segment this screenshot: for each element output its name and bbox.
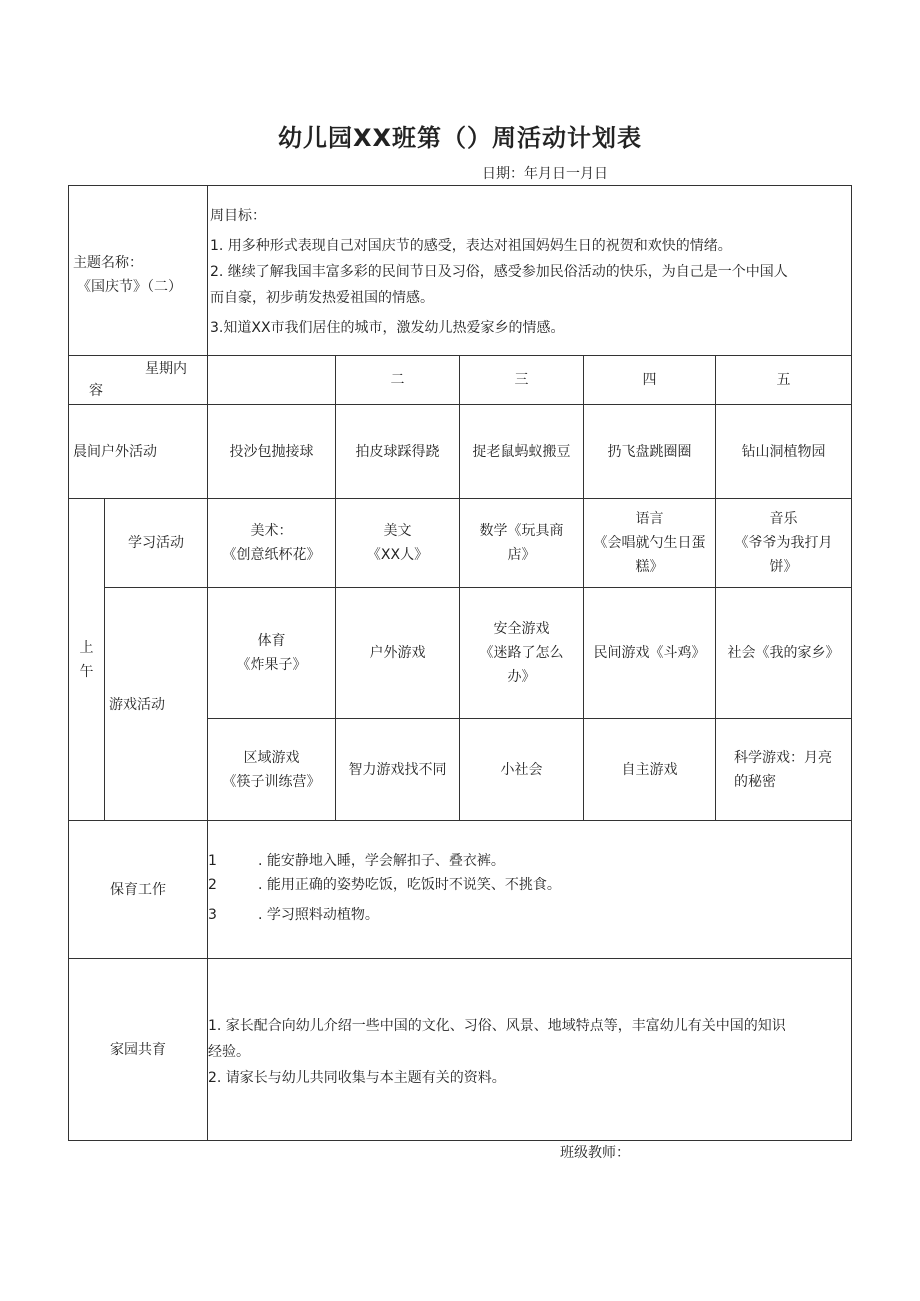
care-item-text: . 能用正确的姿势吃饭，吃饭时不说笑、不挑食。: [258, 877, 561, 893]
game-activity: [208, 719, 335, 820]
care-item: [208, 903, 848, 927]
learning-activity: [584, 499, 715, 587]
day-header: 五: [776, 372, 791, 388]
goal-line: 3.知道XX市我们居住的城市，激发幼儿热爱家乡的情感。: [210, 320, 565, 336]
activity-title: 的秘密: [734, 773, 776, 790]
care-item-number: 3: [208, 907, 217, 923]
theme-name: 《国庆节》（二）: [77, 278, 182, 295]
activity-subject: 区域游戏: [243, 749, 300, 766]
game-activity: 小社会: [500, 761, 543, 778]
activity-subject: 体育: [257, 633, 286, 649]
header-corner-cell: [69, 356, 207, 404]
game-activity: 户外游戏: [369, 645, 426, 661]
games-label: 游戏活动: [109, 697, 165, 713]
day-header: 三: [514, 372, 529, 388]
game-activity: [460, 588, 583, 718]
activity-title: 糕》: [635, 559, 664, 575]
table-border-right: [851, 185, 852, 1141]
activity-subject: 音乐: [769, 511, 798, 527]
goal-line: 2. 继续了解我国丰富多彩的民间节日及习俗，感受参加民俗活动的快乐，为自己是一个中国人: [210, 264, 788, 280]
day-header: 二: [390, 372, 405, 388]
home-line: 经验。: [208, 1044, 250, 1060]
activity-title: 办》: [507, 669, 536, 685]
home-content: [208, 1013, 848, 1091]
activity-subject: 安全游戏: [493, 621, 550, 637]
activity-title: 《爷爷为我打月: [734, 535, 833, 551]
activity-title: 《筷子训练营》: [222, 773, 321, 790]
care-items: [208, 849, 848, 927]
morning-activity: 拍皮球踩得跷: [355, 443, 440, 460]
activity-title: 饼》: [769, 559, 798, 575]
game-activity: [716, 719, 851, 820]
morning-activity: 扔飞盘跳圈圈: [607, 443, 692, 460]
goal-line: 1. 用多种形式表现自己对国庆节的感受，表达对祖国妈妈生日的祝贺和欢快的情绪。: [210, 238, 732, 254]
table-border-bottom: [68, 1140, 852, 1141]
forenoon-label: 上午: [79, 639, 94, 680]
page-title: 幼儿园XX班第（）周活动计划表: [277, 124, 642, 152]
theme-label: 主题名称：: [73, 254, 143, 271]
game-activity: 智力游戏找不同: [348, 761, 447, 778]
class-teacher-label: 班级教师：: [560, 1145, 630, 1161]
activity-subject: 美文: [383, 523, 412, 539]
activity-title: 《XX人》: [366, 547, 429, 563]
game-activity: [208, 588, 335, 718]
game-activity: 社会《我的家乡》: [727, 645, 840, 661]
activity-subject: 科学游戏：月亮: [734, 749, 832, 766]
activity-title: 《会唱就勺生日蛋: [593, 535, 706, 551]
learning-activity: [336, 499, 459, 587]
learning-activity: [208, 499, 335, 587]
care-item-text: . 能安静地入睡，学会解扣子、叠衣裤。: [258, 853, 505, 869]
goal-line: 而自豪，初步萌发热爱祖国的情感。: [210, 290, 434, 306]
care-item-number: 1: [208, 853, 217, 869]
week-goals: [210, 203, 846, 341]
day-header: [208, 356, 335, 404]
morning-activity: 捉老鼠蚂蚁搬豆: [472, 443, 571, 460]
care-label: 保育工作: [110, 881, 166, 898]
activity-title: 《迷路了怎么: [479, 645, 564, 661]
game-activity: 民间游戏《斗鸡》: [593, 645, 706, 661]
activity-subject: 美术：: [250, 523, 293, 539]
activity-title: 数学《玩具商: [479, 523, 564, 539]
morning-activity: 钻山洞植物园: [741, 443, 826, 460]
activity-plan-table: [68, 185, 852, 1141]
game-activity: 自主游戏: [621, 761, 678, 778]
morning-activity: 投沙包抛接球: [229, 443, 314, 460]
corner-weekday-label: 星期内: [145, 361, 187, 377]
morning-label: 晨间户外活动: [73, 443, 157, 460]
goals-label: 周目标：: [210, 208, 266, 224]
home-line: 2. 请家长与幼儿共同收集与本主题有关的资料。: [208, 1070, 506, 1086]
activity-subject: 语言: [635, 511, 664, 527]
activity-title: 《炸果子》: [236, 657, 307, 673]
date-line: 日期：年月日一月日: [482, 166, 608, 182]
day-header: 四: [642, 372, 657, 388]
learning-label: 学习活动: [128, 535, 184, 551]
care-item: [208, 849, 848, 873]
activity-title: 店》: [507, 547, 536, 563]
learning-activity: [460, 499, 583, 587]
theme-name-cell: [69, 186, 207, 355]
corner-content-label: 容: [89, 383, 103, 399]
care-item-text: . 学习照料动植物。: [258, 907, 379, 923]
care-item-number: 2: [208, 877, 217, 893]
learning-activity: [716, 499, 851, 587]
home-label: 家园共育: [110, 1041, 166, 1058]
home-line: 1. 家长配合向幼儿介绍一些中国的文化、习俗、风景、地域特点等，丰富幼儿有关中国的知识: [208, 1018, 786, 1034]
activity-title: 《创意纸杯花》: [222, 547, 321, 563]
care-item: [208, 873, 848, 897]
